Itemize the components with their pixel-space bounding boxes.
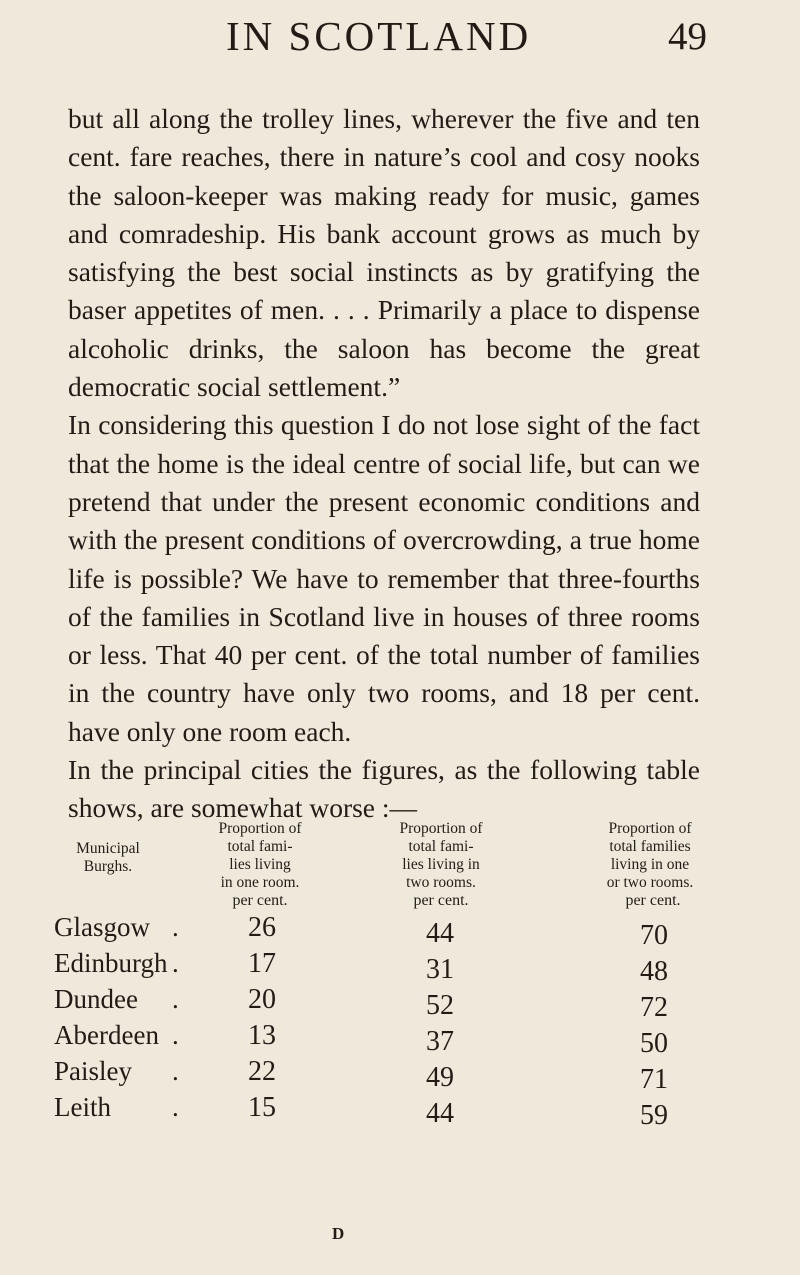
- city-name: Aberdeen: [54, 1020, 159, 1050]
- header-line: total families: [609, 838, 691, 855]
- column-header-one-room: [190, 820, 330, 892]
- value-one-room: 26: [248, 912, 276, 943]
- header-line: Municipal: [76, 840, 140, 857]
- value-one-room: 15: [248, 1092, 276, 1123]
- leader-dot: .: [172, 1020, 179, 1050]
- unit-label-two-rooms: per cent.: [413, 892, 469, 909]
- header-line: lies living in: [402, 856, 480, 873]
- value-two-rooms: 44: [426, 918, 454, 949]
- column-header-two-rooms: [366, 820, 516, 892]
- header-line: or two rooms.: [606, 874, 694, 891]
- header-line: Proportion of: [218, 820, 302, 837]
- header-line: total fami-: [227, 838, 293, 855]
- body-text: [68, 100, 700, 828]
- header-line: Proportion of: [608, 820, 692, 837]
- value-two-rooms: 44: [426, 1098, 454, 1129]
- value-two-rooms: 31: [426, 954, 454, 985]
- city-name: Paisley: [54, 1056, 132, 1086]
- running-head: IN SCOTLAND: [226, 13, 532, 59]
- paragraph-1: but all along the trolley lines, wherever the five and ten cent. fare reaches, there in nature’s cool and cosy nooks the saloon-keeper was making ready for music, games and comradeship. His bank account grows as much by satisfying the best social instincts as by gratifying the baser appetites of men. . . . Primarily a place to dispense alcoholic drinks, the saloon has become the great democratic social settlement.”: [68, 103, 700, 403]
- value-one-or-two: 50: [640, 1028, 668, 1059]
- page-header: [0, 8, 800, 68]
- header-line: Proportion of: [399, 820, 483, 837]
- header-line: lies living: [229, 856, 291, 873]
- paragraph-3: In the principal cities the figures, as the following table shows, are somewhat worse :—: [68, 754, 700, 824]
- value-one-room: 22: [248, 1056, 276, 1087]
- value-two-rooms: 37: [426, 1026, 454, 1057]
- header-line: in one room.: [220, 874, 300, 891]
- leader-dot: .: [172, 912, 179, 942]
- table-row: [0, 1020, 800, 1059]
- value-two-rooms: 49: [426, 1062, 454, 1093]
- value-one-room: 13: [248, 1020, 276, 1051]
- leader-dot: .: [172, 984, 179, 1014]
- table-row: [0, 912, 800, 951]
- value-one-room: 20: [248, 984, 276, 1015]
- value-one-room: 17: [248, 948, 276, 979]
- table-row: [0, 1092, 800, 1131]
- header-line: Burghs.: [83, 858, 133, 875]
- value-one-or-two: 71: [640, 1064, 668, 1095]
- column-header-burghs: [48, 840, 168, 876]
- table-row: [0, 1056, 800, 1095]
- table-row: [0, 984, 800, 1023]
- unit-label-one-or-two: per cent.: [625, 892, 681, 909]
- city-name: Dundee: [54, 984, 138, 1014]
- paragraph-2: In considering this question I do not lose sight of the fact that the home is the ideal centre of social life, but can we pretend that under the present economic conditions and with the present conditions of overcrowding, a true home life is possible? We have to remember that three-fourths of the families in Scotland live in houses of three rooms or less. That 40 per cent. of the total number of families in the country have only two rooms, and 18 per cent. have only one room each.: [68, 409, 700, 747]
- leader-dot: .: [172, 1092, 179, 1122]
- header-line: living in one: [610, 856, 690, 873]
- header-line: total fami-: [408, 838, 474, 855]
- leader-dot: .: [172, 948, 179, 978]
- header-line: two rooms.: [406, 874, 476, 891]
- value-one-or-two: 59: [640, 1100, 668, 1131]
- leader-dot: .: [172, 1056, 179, 1086]
- city-name: Glasgow: [54, 912, 150, 942]
- unit-label-one-room: per cent.: [232, 892, 288, 909]
- value-two-rooms: 52: [426, 990, 454, 1021]
- value-one-or-two: 48: [640, 956, 668, 987]
- page-number: 49: [668, 15, 707, 58]
- value-one-or-two: 72: [640, 992, 668, 1023]
- city-name: Edinburgh: [54, 948, 168, 978]
- city-name: Leith: [54, 1092, 111, 1122]
- table-row: [0, 948, 800, 987]
- signature-mark: D: [332, 1224, 345, 1243]
- column-header-one-or-two: [570, 820, 730, 892]
- value-one-or-two: 70: [640, 920, 668, 951]
